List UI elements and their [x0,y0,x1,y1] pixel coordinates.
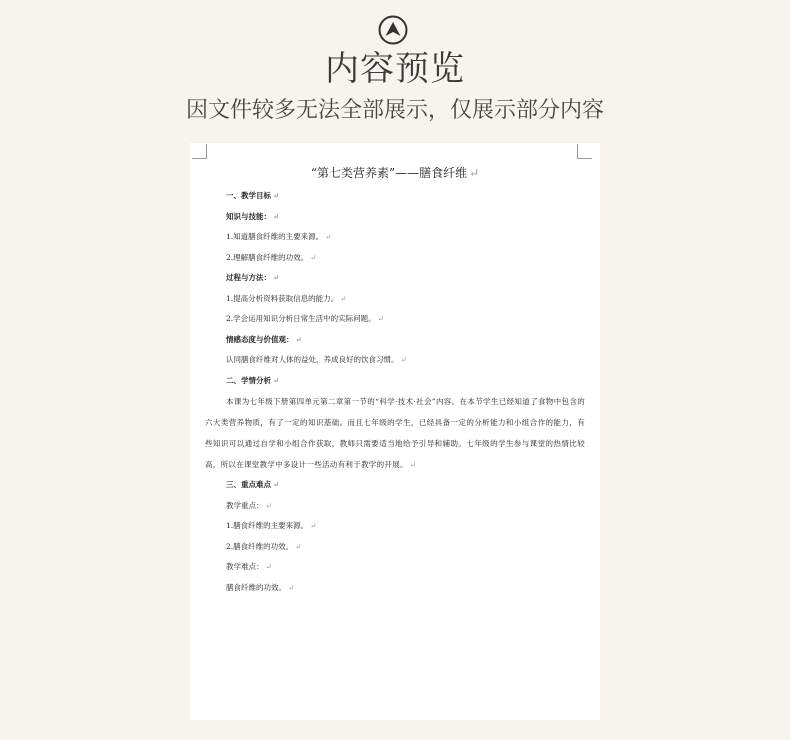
line-text: 1.提高分析资料获取信息的能力。 [226,293,339,303]
paragraph-mark: ↵ [273,211,280,221]
paragraph-mark: ↵ [288,582,295,592]
page-title: 内容预览 [325,49,465,89]
section-heading [205,186,585,207]
paragraph-mark: ↵ [409,460,417,469]
paragraph-mark: ↵ [340,293,347,303]
paragraph-mark: ↵ [325,232,332,241]
document-preview [190,143,600,720]
line-text: 认同膳食纤维对人体的益处，养成良好的饮食习惯。 [226,355,399,364]
paragraph-mark: ↵ [273,375,280,385]
document-title: “第七类营养素”——膳食纤维 ↵ [310,166,480,180]
paragraph-mark: ↵ [400,355,407,364]
paragraph-mark: ↵ [295,334,302,344]
crop-mark-top-right [577,144,592,159]
line-text: 教学难点： [226,562,264,571]
line-text: 2.膳食纤维的功效。 [226,541,294,551]
paragraph-mark: ↵ [310,252,317,262]
line-text: 一、教学目标 [226,191,271,200]
section-heading [205,475,585,496]
line-text: 二、学情分析 [226,375,271,385]
document-line [205,537,585,558]
document-line [205,557,585,578]
document-body [205,186,585,598]
document-line [205,578,585,599]
section-heading [205,330,585,351]
line-text: 2.学会运用知识分析日常生活中的实际问题。 [226,314,376,323]
crop-mark-top-left [192,144,207,159]
paragraph-mark: ↵ [310,521,317,530]
line-text: 过程与方法： [226,273,271,282]
section-heading [205,207,585,228]
document-line [205,496,585,517]
paragraph-mark: ↵ [273,480,280,489]
section-heading [205,268,585,289]
page-subtitle: 因文件较多无法全部展示，仅展示部分内容 [185,98,604,123]
document-line [205,309,585,330]
document-line [205,516,585,537]
section-heading [205,371,585,392]
paragraph-mark: ↵ [273,273,280,282]
document-paragraph [205,391,585,475]
line-text: 教学重点： [226,500,264,510]
line-text: 三、重点难点 [226,480,271,489]
paragraph-text: 本课为七年级下册第四单元第二章第一节的“科学·技术·社会”内容。在本节学生已经知道了食物中包含的六大类营养物质，有了一定的知识基础。而且七年级的学生，已经具备一定的分析能力和小组合作的能力，有些知识可以通过自学和小组合作获取，教师只需要适当地给予引导和辅助。七年级的学生参与课堂的热情比较高，所以在课堂教学中多设计一些活动有利于教学的开展。 [205,397,585,469]
line-text: 1.知道膳食纤维的主要来源。 [226,232,324,241]
document-line [205,248,585,269]
line-text: 膳食纤维的功效。 [226,582,286,592]
line-text: 1.膳食纤维的主要来源。 [226,521,309,530]
paragraph-mark: ↵ [295,541,302,551]
paragraph-mark: ↵ [273,191,280,200]
line-text: 2.理解膳食纤维的功效。 [226,252,309,262]
line-text: 情感态度与价值观： [226,334,294,344]
chevron-up-circle-icon[interactable] [378,15,408,45]
line-text: 知识与技能： [226,211,271,221]
paragraph-mark: ↵ [265,500,272,510]
paragraph-mark: ↵ [265,562,272,571]
document-line [205,227,585,248]
document-line [205,350,585,371]
document-line [205,289,585,310]
paragraph-mark: ↵ [377,314,384,323]
